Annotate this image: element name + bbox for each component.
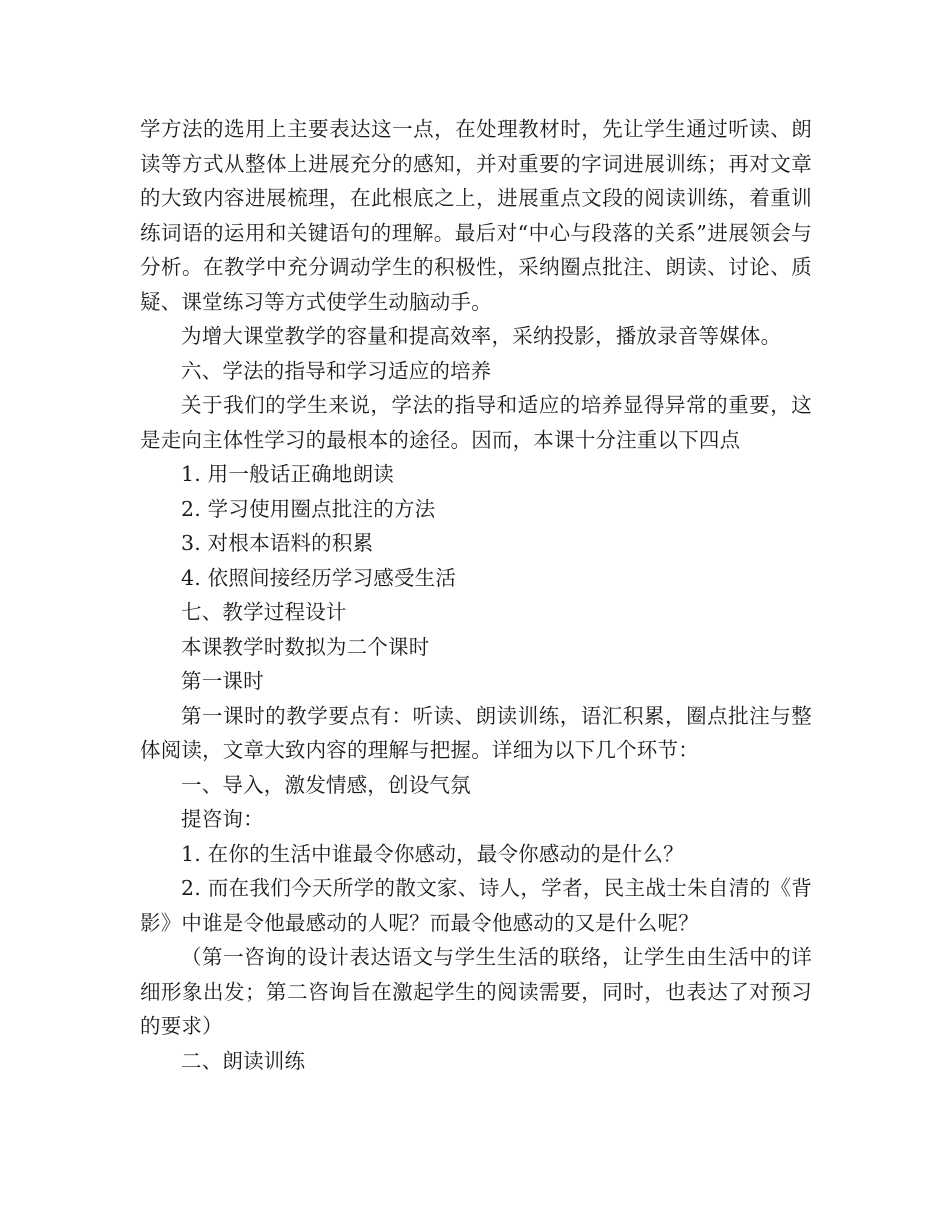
list-item: 3. 对根本语料的积累 (181, 531, 374, 555)
paragraph: 第一课时的教学要点有：听读、朗读训练，语汇积累，圈点批注与整体阅读，文章大致内容的理解与把握。详细为以下几个环节： (140, 703, 812, 762)
document-body (140, 112, 812, 1078)
paragraph: 关于我们的学生来说，学法的指导和适应的培养显得异常的重要，这是走向主体性学习的最根本的途径。因而，本课十分注重以下四点 (140, 393, 812, 452)
paragraph: 提咨询： (181, 807, 264, 831)
paragraph: 为增大课堂教学的容量和提高效率，采纳投影，播放录音等媒体。 (181, 324, 782, 348)
paragraph: 本课教学时数拟为二个课时 (181, 634, 430, 659)
section-heading: 七、教学过程设计 (181, 600, 347, 624)
step-heading: 一、导入，激发情感，创设气氛 (181, 772, 471, 797)
list-item: 1. 用一般话正确地朗读 (181, 462, 394, 486)
paragraph: （第一咨询的设计表达语文与学生生活的联络，让学生由生活中的详细形象出发；第二咨询旨在激起学生的阅读需要，同时，也表达了对预习的要求） (140, 945, 812, 1038)
section-heading: 六、学法的指导和学习适应的培养 (181, 358, 492, 383)
subsection-heading: 第一课时 (181, 669, 264, 693)
list-item: 4. 依照间接经历学习感受生活 (181, 565, 457, 590)
list-item: 2. 学习使用圈点批注的方法 (181, 496, 436, 521)
list-item: 2. 而在我们今天所学的散文家、诗人，学者，民主战士朱自清的《背影》中谁是令他最感动的人呢？而最令他感动的又是什么呢？ (140, 876, 812, 935)
list-item: 1. 在你的生活中谁最令你感动，最令你感动的是什么？ (181, 841, 684, 866)
paragraph: 学方法的选用上主要表达这一点，在处理教材时，先让学生通过听读、朗读等方式从整体上进展充分的感知，并对重要的字词进展训练；再对文章的大致内容进展梳理，在此根底之上，进展重点文段的阅读训练，着重训练词语的运用和关键语句的理解。最后对“中心与段落的关系”进展领会与分析。在教学中充分调动学生的积极性，采纳圈点批注、朗读、讨论、质疑、课堂练习等方式使学生动脑动手。 (140, 117, 812, 314)
step-heading: 二、朗读训练 (181, 1048, 306, 1073)
